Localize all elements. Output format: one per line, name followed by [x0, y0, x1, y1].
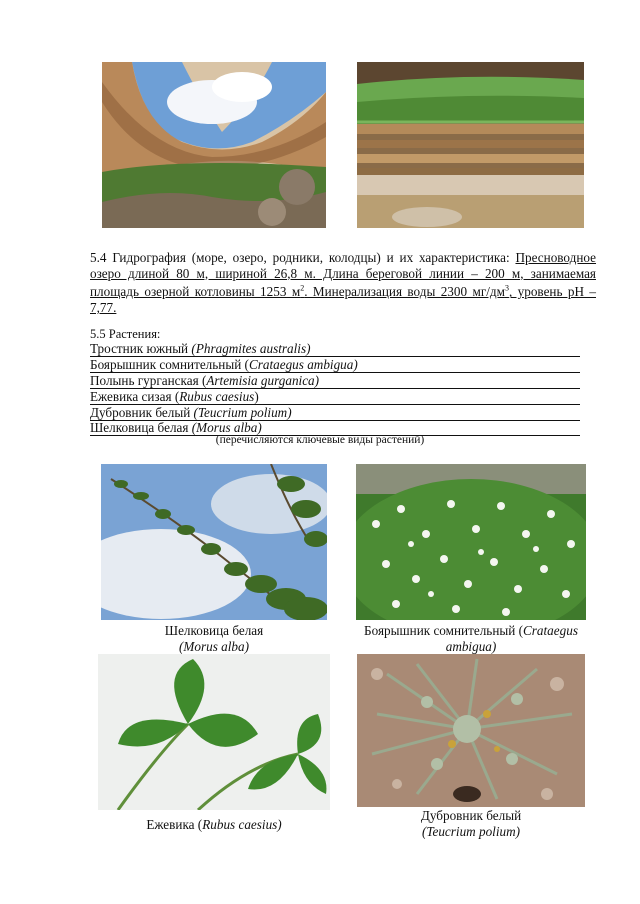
photo-cave-sky — [102, 62, 326, 228]
hydrography-heading: 5.4 Гидрография (море, озеро, родники, колодцы) и их характеристика: — [90, 250, 510, 265]
plant-item: Ежевика сизая (Rubus caesius) — [90, 390, 580, 405]
caption-rubus: Ежевика (Rubus caesius) — [146, 817, 282, 832]
caption-crataegus: Боярышник сомнительный (Crataegus ambigua) — [364, 623, 578, 654]
hydrography-paragraph — [90, 250, 596, 315]
photo-rubus-caesius — [98, 654, 330, 810]
plant-item: Боярышник сомнительный (Crataegus ambigua) — [90, 358, 580, 373]
caption-morus: Шелковица белая (Morus alba) — [164, 623, 264, 654]
photo-cave-lake — [357, 62, 584, 228]
caption-teucrium: Дубровник белый (Teucrium polium) — [420, 808, 522, 839]
plant-item: Полынь гурганская (Artemisia gurganica) — [90, 374, 580, 389]
plant-item: Шелковица белая (Morus alba) — [90, 421, 580, 436]
plants-title: 5.5 Растения: — [90, 327, 161, 341]
hydrography-text: Пресноводное озеро длиной 80 м, шириной 26,8 м. Длина береговой линии – 200 м, занимаемая площадь озерной котловины 1253 $м^2$. Минерализация воды 2300 $мг/дм^3$, уровень pH – 7,77. — [90, 250, 597, 315]
plant-item: Тростник южный (Phragmites australis) — [90, 342, 580, 357]
plants-note: (перечисляются ключевые виды растений) — [215, 434, 425, 446]
plant-item: Дубровник белый (Teucrium polium) — [90, 406, 580, 421]
photo-crataegus-ambigua — [356, 464, 586, 620]
photo-teucrium-polium — [357, 654, 585, 807]
photo-morus-alba — [101, 464, 327, 620]
